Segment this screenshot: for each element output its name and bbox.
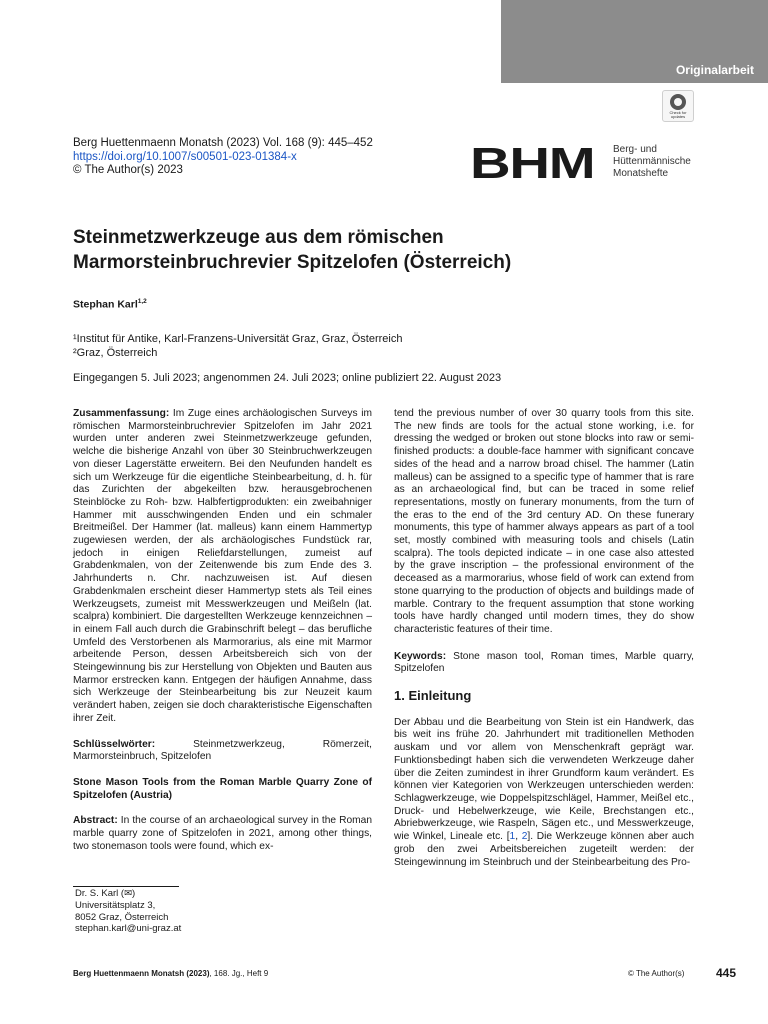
english-keywords	[394, 651, 694, 676]
correspondence-footnote	[75, 888, 181, 935]
english-abstract-start	[73, 815, 372, 853]
abstract-text: Im Zuge eines archäologischen Surveys im römischen Marmorsteinbruchrevier Spitzelofen im Jahr 2021 wurden unter anderen zwei Steinmetzwerkzeuge gefunden, welche die bisherige Anzahl von über 30 Steinbruchwerkzeugen von dieser Lagerstätte erweitern. Bei den Neufunden handelt es sich um Werkzeuge für die eigentliche Steinbearbeitung, d. h. für das Zurichten der abgekeilten bzw. herausgebrochenen Steinblöcke zu Roh- bzw. Halbfertigprodukten: ein zweibahniger Hammer mit ausschwingenden Enden und ein schmaler Breitmeißel. Der Hammer (lat. malleus) kann einem Hammertyp zugewiesen werden, der als archäologisches Fundstück rar, jedoch in einigen Reliefdarstellungen, zumeist auf Grabdenkmalen, von der Zeitenwende bis zum Ende des 3. Jahrhunderts n. Chr. nachzuweisen ist. Auf diesen Grabdenkmalen erscheint dieser Hammertyp stets als Teil eines Werkzeugsets, zumeist mit Messwerkzeugen und Meißeln (lat. scalpra) kombiniert. Die dargestellten Werkzeuge kennzeichnen – in einem Fall auch durch die Grabinschrift belegt – das berufliche Umfeld des Verstorbenen als Marmorarius, als eine mit Marmor arbeitende Person, dessen Arbeitsbereich sich von der Steingewinnung bis zur Herstellung von Objekten und Bauten aus Marmor erstrecken kann. Entgegen der häufigen Annahme, dass sich Werkzeuge der Steinbearbeitung bis zur Neuzeit kaum verändert haben, zeigen sie doch charakteristische Eigenschaften ihrer Zeit.	[73, 408, 372, 724]
left-column	[73, 408, 372, 854]
reference-link[interactable]: 2	[521, 831, 528, 843]
page-number: 445	[716, 966, 737, 980]
publication-dates: Eingegangen 5. Juli 2023; angenommen 24. Juli 2023; online publiziert 22. August 2023	[73, 372, 502, 384]
copyright-line: © The Author(s) 2023	[73, 164, 183, 176]
journal-logo	[470, 139, 691, 188]
article-type-label: Originalarbeit	[675, 63, 754, 77]
english-title: Stone Mason Tools from the Roman Marble Quarry Zone of Spitzelofen (Austria)	[73, 776, 372, 801]
footer-copyright: © The Author(s)	[628, 969, 685, 978]
logo-line: Monatshefte	[613, 168, 669, 179]
footnote-line: Universitätsplatz 3,	[75, 899, 156, 911]
german-abstract	[73, 408, 372, 726]
author-line	[73, 298, 147, 311]
intro-text: Der Abbau und die Bearbeitung von Stein ist ein Handwerk, das bis weit ins frühe 20. Jahrhundert mit traditionellen Methoden auskam und vor allem von Menschenkraft geprägt war. Funktionsbedingt haben sich die verwendeten Werkzeuge daher über die Zeiten zumindest in ihrer Grundform kaum verändert. Es können vier Kategorien von Werkzeugen unterschieden werden: Schlagwerkzeuge, wie Doppelspitzschlägel, Hammer, Meißel etc., Druck- und Hebelwerkzeuge, wie Keile, Brechstangen etc., Abriebwerkzeuge, wie Raspeln, Sägen etc., und Messwerkzeuge, wie Winkel, Lineale etc.	[394, 716, 694, 843]
footer-journal	[73, 969, 268, 978]
abstract-label: Zusammenfassung:	[73, 408, 170, 419]
logo-subtitle	[613, 144, 691, 180]
doi-link[interactable]: https://doi.org/10.1007/s00501-023-01384-x	[73, 150, 297, 163]
footnote-line: 8052 Graz, Österreich	[75, 911, 169, 923]
footer-year: (2023)	[186, 969, 210, 978]
footer-journal-name: Berg Huettenmaenn Monatsh	[73, 969, 185, 978]
article-type-banner	[501, 0, 768, 83]
keywords-text: Steinmetzwerkzeug, Römerzeit, Marmorsteinbruch, Spitzelofen	[73, 738, 372, 763]
affiliation-2: ²Graz, Österreich	[73, 347, 158, 359]
author-affiliation-marks: 1,2	[137, 298, 147, 305]
reference-link[interactable]: 1	[509, 831, 516, 843]
introduction-paragraph: Der Abbau und die Bearbeitung von Stein ist ein Handwerk, das bis weit ins frühe 20. Jahrhundert mit traditionellen Methoden auskam und vor allem von Menschenkraft geprägt war. Funktionsbedingt haben sich die verwendeten Werkzeuge daher über die Zeiten zumindest in ihrer Grundform kaum verändert. Es können vier Kategorien von Werkzeugen unterschieden werden: Schlagwerkzeuge, wie Doppelspitzschlägel, Hammer, Meißel etc., Druck- und Hebelwerkzeuge, wie Keile, Brechstangen etc., Abriebwerkzeuge, wie Raspeln, Sägen etc., und Messwerkzeuge, wie Winkel, Lineale etc. [1, 2]. Die Werkzeuge können aber auch grob den zwei Arbeitsbereichen zugeteilt werden: der Steingewinnung im Steinbruch und der Steinbearbeitung des Pro-	[394, 716, 694, 868]
right-column	[394, 408, 694, 869]
check-for-updates-badge[interactable]	[662, 90, 694, 122]
keywords-label: Keywords:	[394, 650, 447, 662]
intro-text-end: . Die Werkzeuge können aber auch grob den zwei Arbeitsbereichen zugeteilt werden: der Steingewinnung im Steinbruch und der Steinbearbeitung des Pro-	[394, 831, 694, 868]
title-line: Steinmetzwerkzeuge aus dem römischen	[73, 227, 444, 248]
logo-line: Hüttenmännische	[613, 156, 691, 167]
title-line: Marmorsteinbruchrevier Spitzelofen (Österreich)	[73, 252, 512, 273]
en-abstract-label: Abstract:	[73, 815, 118, 827]
footnote-rule	[73, 886, 179, 887]
keywords-label: Schlüsselwörter:	[73, 738, 156, 750]
footnote-line: Dr. S. Karl (✉)	[75, 888, 136, 899]
english-abstract-continued: tend the previous number of over 30 quarry tools from this site. The new finds are tools for the actual stone working, i.e. for dressing the wedged or broken out stone blocks into raw or semi-finished products: a double-face hammer with significant concave sides of the head and a narrow broad chisel. The hammer (Latin malleus) can be assigned to a specific type of hammer that is rare as an archaeological find, but can be traced in some relief representations, mostly on funerary monuments, from the turn of the eras to the end of the 3rd century AD. On these funerary monuments, this type of hammer always appears as part of a tool set, mostly combined with measuring tools and chisels (Latin scalpra). The tools depicted indicate – in one case also attested by the grave inscription – the professional environment of the deceased as a marmorarius, whose field of work can extend from stone quarrying to the production of objects and buildings made of marble. Contrary to the frequent assumption that stone working tools have hardly changed until modern times, they do show characteristic features of their time.	[394, 408, 694, 635]
section-heading: 1. Einleitung	[394, 688, 472, 704]
logo-letters: BHM	[470, 139, 595, 188]
journal-citation: Berg Huettenmaenn Monatsh (2023) Vol. 168 (9): 445–452	[73, 137, 373, 149]
article-title	[73, 225, 673, 275]
footer-issue: , 168. Jg., Heft 9	[209, 969, 269, 978]
author-name: Stephan Karl	[73, 298, 138, 311]
affiliation-1: ¹Institut für Antike, Karl-Franzens-Universität Graz, Graz, Österreich	[73, 333, 403, 345]
affiliations	[73, 332, 402, 360]
german-keywords	[73, 739, 372, 764]
keywords-text: Stone mason tool, Roman times, Marble quarry, Spitzelofen	[394, 650, 694, 675]
journal-info	[73, 137, 373, 178]
crossmark-caption: Check for updates	[669, 110, 687, 119]
crossmark-icon	[670, 94, 686, 110]
logo-line: Berg- und	[613, 144, 657, 155]
en-abstract-text: In the course of an archaeological survey in the Roman marble quarry zone of Spitzelofen in 2021, among other things, two stonemason tools were found, which ex-	[73, 815, 372, 852]
footnote-email[interactable]: stephan.karl@uni-graz.at	[75, 923, 182, 935]
